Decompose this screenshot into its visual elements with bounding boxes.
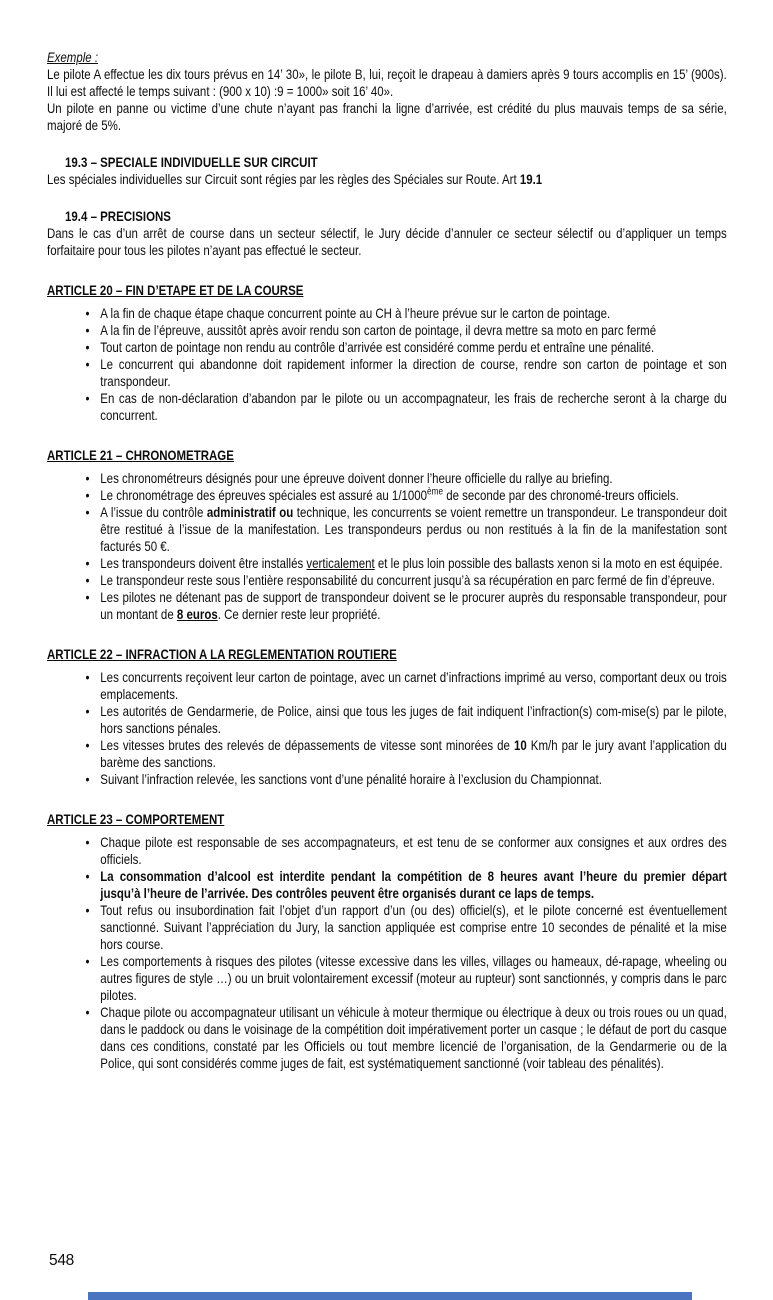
list-item xyxy=(47,470,727,487)
paragraph xyxy=(47,100,727,134)
text-run: Les chronométreurs désignés pour une épreuve doivent donner l’heure officielle du rallye au briefing. xyxy=(100,470,613,486)
text-run: Le pilote A effectue les dix tours prévus en 14’ 30», le pilote B, lui, reçoit le drapeau à damiers après 9 tours accomplis en 15’ (900s). Il lui est affecté le temps suivant : (900 x 10) :9 = 1000» soit 16’ 40». xyxy=(47,66,727,99)
bullet-icon: • xyxy=(85,555,90,571)
text-run: ARTICLE 21 – CHRONOMETRAGE xyxy=(47,447,234,463)
bullet-icon: • xyxy=(85,589,90,605)
text-run: A l’issue du contrôle xyxy=(100,504,207,520)
article-heading xyxy=(47,447,727,464)
text-run: administratif ou xyxy=(206,504,294,520)
text-run: 19.4 – PRECISIONS xyxy=(65,208,171,224)
bullet-list xyxy=(47,834,727,1072)
text-run: ème xyxy=(427,486,444,498)
bullet-list xyxy=(47,305,727,424)
text-run: Suivant l’infraction relevée, les sanctions vont d’une pénalité horaire à l’exclusion du Championnat. xyxy=(100,771,602,787)
paragraph xyxy=(47,171,727,188)
section-heading xyxy=(47,154,727,171)
bullet-icon: • xyxy=(85,322,90,338)
text-run: Tout refus ou insubordination fait l’objet d’un rapport d’un (ou des) officiel(s), et le pilote concerné est éventuellement sanctionné. Suivant l’appréciation du Jury, la sanction appliquée est comprise entre 10 secondes de pénalité et la mise hors course. xyxy=(100,902,727,952)
text-run: de seconde par des chronomé-treurs officiels. xyxy=(443,487,679,503)
text-run: Le chronométrage des épreuves spéciales est assuré au 1/1000 xyxy=(100,487,428,503)
text-run: verticalement xyxy=(306,555,375,571)
text-run: et le plus loin possible des ballasts xenon si la moto en est équipée. xyxy=(374,555,723,571)
text-run: Les concurrents reçoivent leur carton de pointage, avec un carnet d’infractions imprimé au verso, comportant deux ou trois emplacements. xyxy=(100,669,727,702)
list-item xyxy=(47,356,727,390)
text-run: technique, les concurrents se voient remettre un transpondeur. Le transpondeur doit être restitué à l’issue de la manifestation. Les transpondeurs perdus ou non restitués à la fin de la manifestation sont facturés 50 €. xyxy=(100,504,727,554)
article-heading xyxy=(47,646,727,663)
text-run: . Ce dernier reste leur propriété. xyxy=(217,606,381,622)
text-run: Dans le cas d’un arrêt de course dans un secteur sélectif, le Jury décide d’annuler ce secteur sélectif ou d’appliquer un temps forfaitaire pour tous les pilotes n’ayant pas effectué le secteur. xyxy=(47,225,727,258)
bullet-icon: • xyxy=(85,834,90,850)
text-run: Les spéciales individuelles sur Circuit sont régies par les règles des Spéciales sur Route. Art xyxy=(47,171,520,187)
list-item xyxy=(47,390,727,424)
text-run: 19.1 xyxy=(519,171,543,187)
list-item xyxy=(47,555,727,572)
text-run: Chaque pilote est responsable de ses accompagnateurs, et est tenu de se conformer aux consignes et aux ordres des officiels. xyxy=(100,834,727,867)
text-run: Le transpondeur reste sous l’entière responsabilité du concurrent jusqu’à sa récupération en parc fermé de fin d’épreuve. xyxy=(100,572,715,588)
list-item xyxy=(47,771,727,788)
text-run: A la fin de l’épreuve, aussitôt après avoir rendu son carton de pointage, il devra mettre sa moto en parc fermé xyxy=(100,322,657,338)
list-item xyxy=(47,339,727,356)
bullet-icon: • xyxy=(85,669,90,685)
text-run: A la fin de chaque étape chaque concurrent pointe au CH à l’heure prévue sur le carton de pointage. xyxy=(100,305,611,321)
list-item xyxy=(47,1004,727,1072)
text-run: Exemple : xyxy=(47,49,99,65)
paragraph xyxy=(47,66,727,100)
text-run: 19.3 – SPECIALE INDIVIDUELLE SUR CIRCUIT xyxy=(65,154,318,170)
text-run: En cas de non-déclaration d’abandon par le pilote ou un accompagnateur, les frais de recherche seront à la charge du concurrent. xyxy=(100,390,727,423)
list-item xyxy=(47,953,727,1004)
text-run: Tout carton de pointage non rendu au contrôle d’arrivée est considéré comme perdu et entraîne une pénalité. xyxy=(100,339,655,355)
bullet-icon: • xyxy=(85,953,90,969)
list-item xyxy=(47,703,727,737)
paragraph xyxy=(47,225,727,259)
paragraph xyxy=(47,49,727,66)
bullet-icon: • xyxy=(85,1004,90,1020)
list-item xyxy=(47,504,727,555)
list-item xyxy=(47,487,727,504)
bullet-icon: • xyxy=(85,504,90,520)
text-run: Les autorités de Gendarmerie, de Police, ainsi que tous les juges de fait indiquent l’infraction(s) com-mise(s) par le pilote, hors sanctions pénales. xyxy=(100,703,727,736)
text-run: La consommation d’alcool est interdite pendant la compétition de 8 heures avant l’heure du premier départ jusqu’à l’heure de l’arrivée. Des contrôles peuvent être organisés durant ce laps de temps. xyxy=(100,868,727,901)
article-heading xyxy=(47,282,727,299)
list-item xyxy=(47,669,727,703)
list-item xyxy=(47,589,727,623)
text-run: Les pilotes ne détenant pas de support de transpondeur doivent se le procurer auprès du responsable transpondeur, pour un montant de xyxy=(100,589,727,622)
text-run: 10 xyxy=(513,737,527,753)
bullet-icon: • xyxy=(85,305,90,321)
bullet-icon: • xyxy=(85,390,90,406)
article-heading xyxy=(47,811,727,828)
text-run: Km/h par le jury avant l’application du barème des sanctions. xyxy=(100,737,727,770)
text-run: Les vitesses brutes des relevés de dépassements de vitesse sont minorées de xyxy=(100,737,514,753)
bullet-icon: • xyxy=(85,737,90,753)
list-item xyxy=(47,572,727,589)
bullet-list xyxy=(47,669,727,788)
text-run: Un pilote en panne ou victime d’une chute n’ayant pas franchi la ligne d’arrivée, est crédité du plus mauvais temps de sa série, majoré de 5%. xyxy=(47,100,727,133)
list-item xyxy=(47,834,727,868)
bullet-icon: • xyxy=(85,703,90,719)
document-body xyxy=(47,49,727,1072)
text-run: Les transpondeurs doivent être installés xyxy=(100,555,307,571)
list-item xyxy=(47,737,727,771)
page-number: 548 xyxy=(49,1252,74,1269)
list-item xyxy=(47,322,727,339)
list-item xyxy=(47,902,727,953)
bullet-icon: • xyxy=(85,868,90,884)
bullet-icon: • xyxy=(85,771,90,787)
bullet-icon: • xyxy=(85,339,90,355)
text-run: ARTICLE 23 – COMPORTEMENT xyxy=(47,811,225,827)
section-heading xyxy=(47,208,727,225)
bullet-icon: • xyxy=(85,487,90,503)
text-run: Le concurrent qui abandonne doit rapidement informer la direction de course, rendre son carton de pointage et son transpondeur. xyxy=(100,356,727,389)
text-run: Les comportements à risques des pilotes (vitesse excessive dans les villes, villages ou hameaux, dé-rapage, wheeling ou autres figures de style …) ou un bruit volontairement excessif (moteur au rupteur) sont sanctionnés, y compris dans le parc pilotes. xyxy=(100,953,727,1003)
bullet-icon: • xyxy=(85,470,90,486)
text-run: 8 euros xyxy=(176,606,218,622)
bullet-icon: • xyxy=(85,902,90,918)
bullet-icon: • xyxy=(85,572,90,588)
text-run: ARTICLE 22 – INFRACTION A LA REGLEMENTATION ROUTIERE xyxy=(47,646,397,662)
text-run: ARTICLE 20 – FIN D’ETAPE ET DE LA COURSE xyxy=(47,282,304,298)
footer-accent-bar xyxy=(88,1292,692,1300)
bullet-icon: • xyxy=(85,356,90,372)
list-item xyxy=(47,305,727,322)
bullet-list xyxy=(47,470,727,623)
text-run: Chaque pilote ou accompagnateur utilisant un véhicule à moteur thermique ou électrique à deux ou trois roues ou un quad, dans le paddock ou dans le voisinage de la compétition doit impérativement porter un casque ; le défaut de port du casque dans ces conditions, constaté par les Officiels ou tout membre licencié de l’organisation, de la Gendarmerie ou de la Police, qui sont considérés comme juges de fait, est systématiquement sanctionné (voir tableau des pénalités). xyxy=(100,1004,727,1071)
list-item xyxy=(47,868,727,902)
